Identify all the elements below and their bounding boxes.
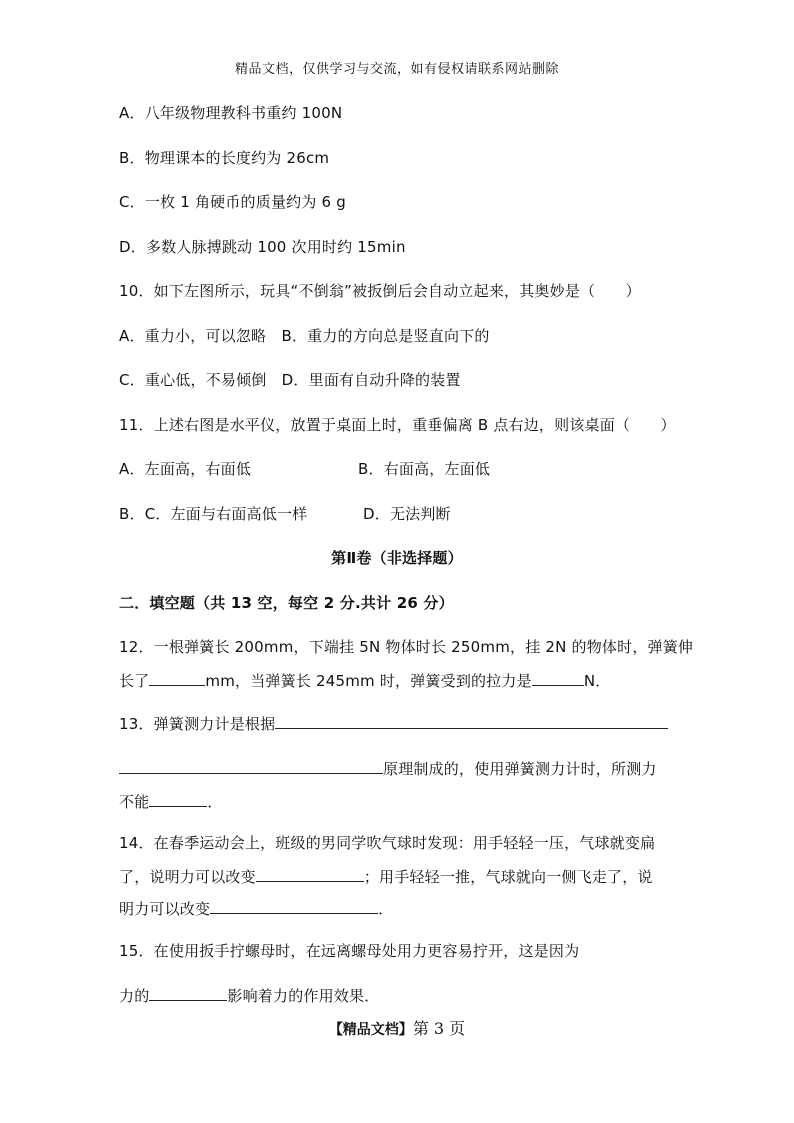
page-number: 第 3 页 <box>412 1019 466 1038</box>
q11-option-c: B．C．左面与右面高低一样 <box>119 505 308 523</box>
q14-text-b: ；用手轻轻一推，气球就向一侧飞走了，说 <box>363 868 653 886</box>
q15-text-a: 力的 <box>119 987 150 1005</box>
q9-option-c: C．一枚 1 角硬币的质量约为 6 g <box>119 193 346 211</box>
q12-blank-2[interactable] <box>532 669 584 686</box>
q10-options-cd: C．重心低，不易倾倒 D．里面有自动升降的装置 <box>119 371 461 389</box>
q14-text-a: 了，说明力可以改变 <box>119 868 256 886</box>
q12-line2 <box>119 669 610 691</box>
q13-text-d: ． <box>207 793 223 811</box>
section-title: 二．填空题（共 13 空，每空 2 分.共计 26 分） <box>119 594 454 612</box>
q12-line1: 12．一根弹簧长 200mm，下端挂 5N 物体时长 250mm，挂 2N 的物体时，弹簧伸 <box>119 638 694 656</box>
q14-text-d: ． <box>378 900 394 918</box>
q12-blank-1[interactable] <box>149 669 205 686</box>
q14-line3 <box>119 897 393 919</box>
q9-option-b: B．物理课本的长度约为 26cm <box>119 149 330 167</box>
q13-line2 <box>119 757 657 779</box>
q10-stem: 10．如下左图所示，玩具“不倒翁”被扳倒后会自动立起来，其奥妙是（ ） <box>119 282 641 300</box>
q15-line1: 15．在使用扳手拧螺母时，在远离螺母处用力更容易拧开，这是因为 <box>119 942 580 960</box>
q13-blank-1a[interactable] <box>275 712 668 729</box>
q13-text-a: 13．弹簧测力计是根据 <box>119 715 276 733</box>
q10-options-ab: A．重力小，可以忽略 B．重力的方向总是竖直向下的 <box>119 327 490 345</box>
volume-title: 第Ⅱ卷（非选择题） <box>331 549 463 567</box>
q11-option-b: B．右面高，左面低 <box>358 460 491 478</box>
q14-blank-2[interactable] <box>210 897 378 914</box>
q9-option-d: D．多数人脉搏跳动 100 次用时约 15min <box>119 238 406 256</box>
q13-text-b: 原理制成的，使用弹簧测力计时，所测力 <box>383 760 657 778</box>
q13-blank-2[interactable] <box>149 790 207 807</box>
q14-line2 <box>119 865 653 887</box>
q15-text-b: 影响着力的作用效果． <box>227 987 380 1005</box>
q9-option-a: A．八年级物理教科书重约 100N <box>119 104 343 122</box>
q12-text-c: N． <box>583 672 611 690</box>
page-header: 精品文档，仅供学习与交流，如有侵权请联系网站删除 <box>234 62 559 77</box>
q13-text-c: 不能 <box>119 793 150 811</box>
q15-blank-1[interactable] <box>149 984 227 1001</box>
q14-text-c: 明力可以改变 <box>119 900 211 918</box>
q15-line2 <box>119 984 379 1006</box>
q13-line1 <box>119 712 668 734</box>
q11-stem: 11．上述右图是水平仪，放置于桌面上时，重垂偏离 B 点右边，则该桌面（ ） <box>119 416 676 434</box>
q13-blank-1b[interactable] <box>119 757 383 774</box>
q12-text-a: 长了 <box>119 672 150 690</box>
q14-blank-1[interactable] <box>256 865 364 882</box>
page-footer <box>0 1016 794 1039</box>
footer-label: 【精品文档】 <box>328 1022 413 1038</box>
q14-line1: 14．在春季运动会上，班级的男同学吹气球时发现：用手轻轻一压，气球就变扁 <box>119 834 656 852</box>
q11-option-a: A．左面高，右面低 <box>119 460 252 478</box>
q13-line3 <box>119 790 223 812</box>
q11-option-d: D．无法判断 <box>363 505 451 523</box>
q12-text-b: mm，当弹簧长 245mm 时，弹簧受到的拉力是 <box>205 672 532 690</box>
